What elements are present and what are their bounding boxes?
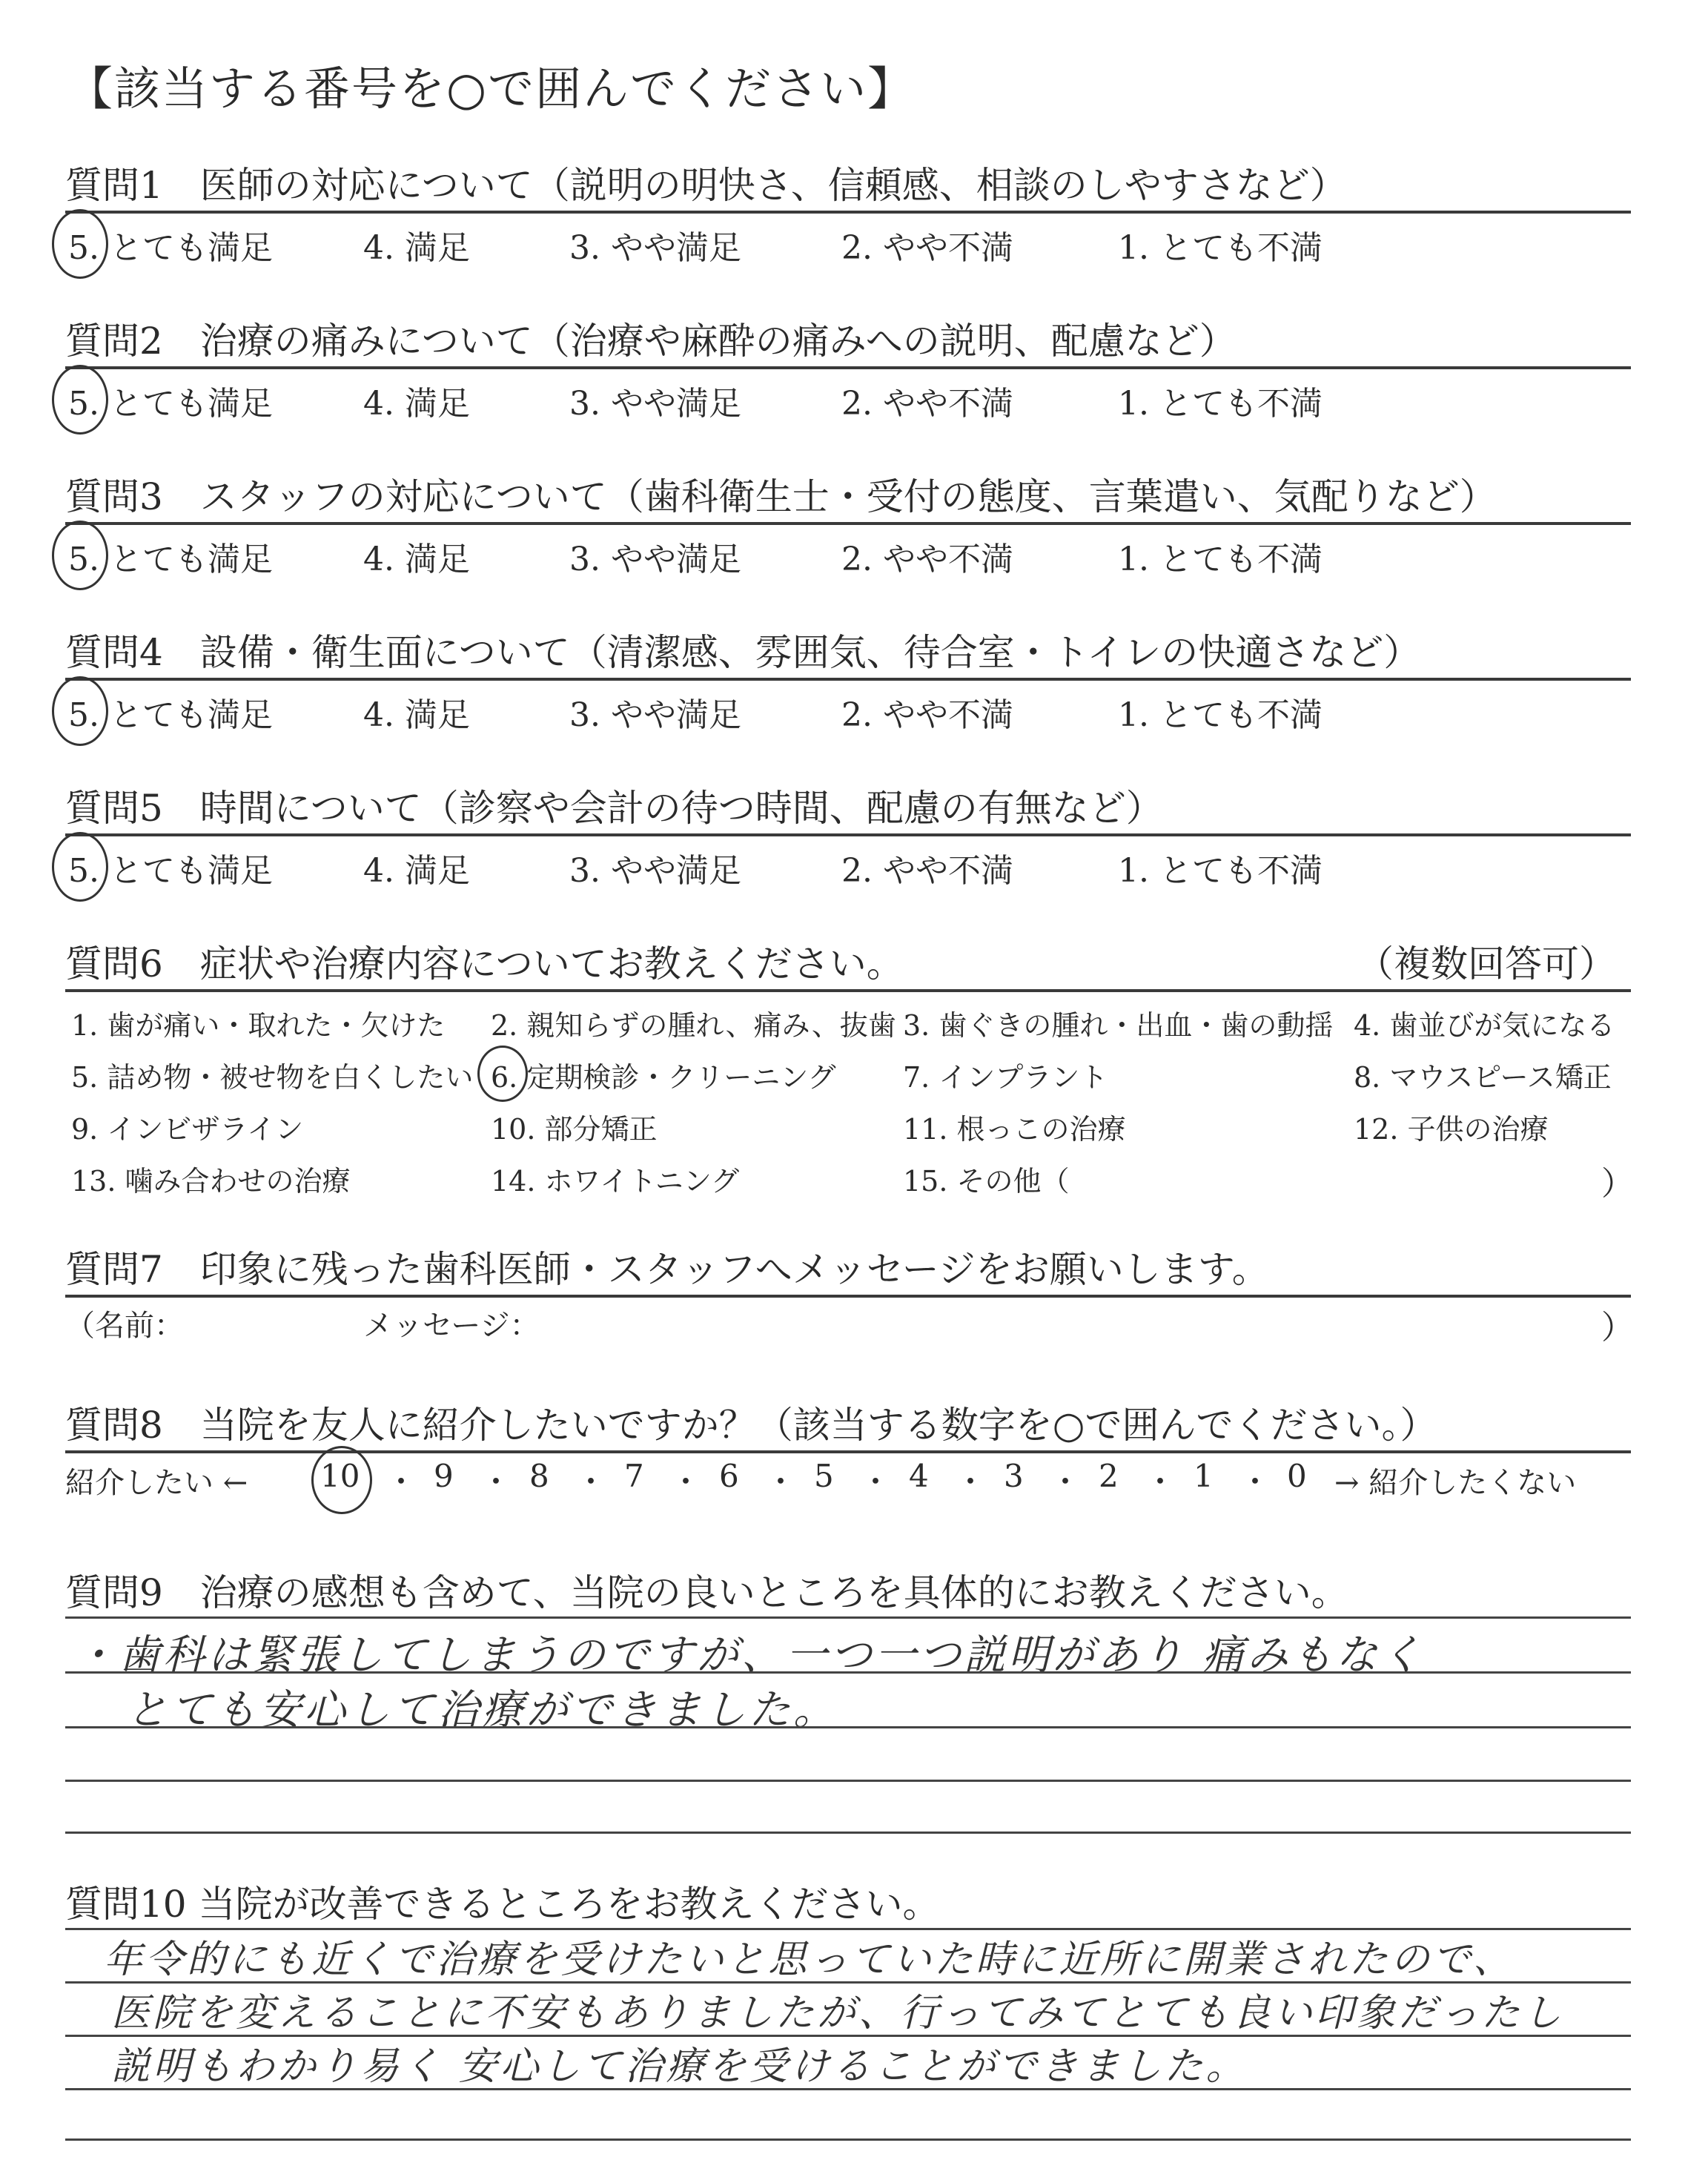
q10-answer-line-2: 医院を変えることに不安もありましたが、行ってみてとても良い印象だったし <box>111 1991 1565 2035</box>
q1-option-1[interactable]: 1. とても不満 <box>1118 229 1323 267</box>
q5-selection-circle <box>52 832 108 902</box>
q6-option-15[interactable]: 15. その他（ <box>903 1165 1070 1198</box>
question-7-rule <box>65 1295 1631 1298</box>
question-1-rule <box>65 211 1631 214</box>
q3-selection-circle <box>52 521 108 590</box>
question-9-heading: 質問9 治療の感想も含めて、当院の良いところを具体的にお教えください。 <box>65 1571 1348 1614</box>
q7-close-paren: ） <box>1601 1309 1634 1347</box>
q8-scale-0[interactable]: 0 <box>1287 1458 1307 1494</box>
q8-right-label: → 紹介したくない <box>1334 1466 1577 1500</box>
q8-scale-6[interactable]: 6 <box>719 1458 739 1494</box>
q10-answer-line-1: 年令的にも近くで治療を受けたいと思っていた時に近所に開業されたので、 <box>104 1938 1515 1982</box>
question-5-heading: 質問5 時間について（診察や会計の待つ時間、配慮の有無など） <box>65 787 1163 830</box>
q1-option-3[interactable]: 3. やや満足 <box>569 229 741 267</box>
q9-line-1 <box>65 1616 1631 1619</box>
q9-answer-line-1: ・歯科は緊張してしまうのですが、一つ一つ説明があり 痛みもなく <box>74 1631 1425 1680</box>
q8-dot: ・ <box>1145 1464 1176 1500</box>
q8-scale-9[interactable]: 9 <box>434 1458 454 1494</box>
q8-dot: ・ <box>955 1464 987 1500</box>
q8-scale-2[interactable]: 2 <box>1099 1458 1119 1494</box>
q8-left-label: 紹介したい ← <box>65 1466 248 1500</box>
question-7-heading: 質問7 印象に残った歯科医師・スタッフへメッセージをお願いします。 <box>65 1248 1269 1291</box>
q5-option-1[interactable]: 1. とても不満 <box>1118 852 1323 890</box>
q10-line-4 <box>65 2088 1631 2090</box>
q6-option-6[interactable]: 6. 定期検診・クリーニング <box>491 1061 836 1094</box>
question-6-heading: 質問6 症状や治療内容についてお教えください。 <box>65 942 904 985</box>
q3-option-1[interactable]: 1. とても不満 <box>1118 541 1323 578</box>
q2-selection-circle <box>52 365 108 435</box>
q5-option-4[interactable]: 4. 満足 <box>363 852 470 890</box>
q8-dot: ・ <box>765 1464 797 1500</box>
q8-dot: ・ <box>385 1464 417 1500</box>
question-2-heading: 質問2 治療の痛みについて（治療や麻酔の痛みへの説明、配慮など） <box>65 320 1237 363</box>
q8-dot: ・ <box>575 1464 607 1500</box>
q1-option-4[interactable]: 4. 満足 <box>363 229 470 267</box>
q10-answer-line-3: 説明もわかり易く 安心して治療を受けることができました。 <box>111 2044 1248 2089</box>
q7-name-label: （名前： <box>65 1309 184 1343</box>
q5-option-5[interactable]: 5. とても満足 <box>68 852 273 890</box>
q6-option-9[interactable]: 9. インビザライン <box>71 1113 304 1146</box>
q8-dot: ・ <box>1050 1464 1082 1500</box>
q9-answer-line-2: とても安心して治療ができました。 <box>126 1686 838 1734</box>
q8-dot: ・ <box>1239 1464 1271 1500</box>
q6-option-5[interactable]: 5. 詰め物・被せ物を白くしたい <box>71 1061 474 1094</box>
q6-option-13[interactable]: 13. 噛み合わせの治療 <box>71 1165 351 1198</box>
q1-option-5[interactable]: 5. とても満足 <box>68 229 273 267</box>
q5-option-3[interactable]: 3. やや満足 <box>569 852 741 890</box>
question-5-rule <box>65 833 1631 836</box>
q8-scale-7[interactable]: 7 <box>624 1458 644 1494</box>
q6-other-close-paren: ） <box>1601 1165 1634 1203</box>
q6-option-12[interactable]: 12. 子供の治療 <box>1354 1113 1549 1146</box>
q8-scale-4[interactable]: 4 <box>909 1458 929 1494</box>
q5-option-2[interactable]: 2. やや不満 <box>841 852 1013 890</box>
q2-option-2[interactable]: 2. やや不満 <box>841 385 1013 423</box>
q2-option-4[interactable]: 4. 満足 <box>363 385 470 423</box>
q6-option-14[interactable]: 14. ホワイトニング <box>491 1165 740 1198</box>
q8-dot: ・ <box>480 1464 512 1500</box>
page-title: 【該当する番号を○で囲んでください】 <box>67 62 916 116</box>
q6-option-11[interactable]: 11. 根っこの治療 <box>903 1113 1126 1146</box>
q2-option-3[interactable]: 3. やや満足 <box>569 385 741 423</box>
q8-scale-3[interactable]: 3 <box>1004 1458 1024 1494</box>
question-2-rule <box>65 366 1631 369</box>
question-6-rule <box>65 989 1631 992</box>
q8-scale-10[interactable]: 10 <box>320 1458 360 1494</box>
q7-message-label: メッセージ： <box>363 1309 540 1343</box>
q8-scale-5[interactable]: 5 <box>814 1458 834 1494</box>
question-6-note: （複数回答可） <box>1357 942 1616 985</box>
q9-line-3 <box>65 1726 1631 1728</box>
q2-option-1[interactable]: 1. とても不満 <box>1118 385 1323 423</box>
q6-option-3[interactable]: 3. 歯ぐきの腫れ・出血・歯の動揺 <box>903 1009 1334 1042</box>
q8-dot: ・ <box>860 1464 892 1500</box>
q3-option-5[interactable]: 5. とても満足 <box>68 541 273 578</box>
question-8-rule <box>65 1450 1631 1453</box>
q3-option-3[interactable]: 3. やや満足 <box>569 541 741 578</box>
q10-line-5 <box>65 2138 1631 2141</box>
q8-dot: ・ <box>670 1464 702 1500</box>
question-4-rule <box>65 678 1631 681</box>
q6-option-1[interactable]: 1. 歯が痛い・取れた・欠けた <box>71 1009 446 1042</box>
q1-option-2[interactable]: 2. やや不満 <box>841 229 1013 267</box>
q6-selection-circle <box>477 1046 528 1102</box>
q8-selection-circle <box>311 1446 372 1514</box>
q4-option-5[interactable]: 5. とても満足 <box>68 696 273 734</box>
question-3-heading: 質問3 スタッフの対応について（歯科衛生士・受付の態度、言葉遣い、気配りなど） <box>65 475 1497 518</box>
question-1-heading: 質問1 医師の対応について（説明の明快さ、信頼感、相談のしやすさなど） <box>65 164 1347 207</box>
q4-option-1[interactable]: 1. とても不満 <box>1118 696 1323 734</box>
q4-selection-circle <box>52 676 108 746</box>
q4-option-2[interactable]: 2. やや不満 <box>841 696 1013 734</box>
q9-line-4 <box>65 1780 1631 1782</box>
q6-option-4[interactable]: 4. 歯並びが気になる <box>1354 1009 1615 1042</box>
q6-option-2[interactable]: 2. 親知らずの腫れ、痛み、抜歯 <box>491 1009 896 1042</box>
question-3-rule <box>65 522 1631 525</box>
q4-option-4[interactable]: 4. 満足 <box>363 696 470 734</box>
q1-selection-circle <box>52 209 108 279</box>
question-4-heading: 質問4 設備・衛生面について（清潔感、雰囲気、待合室・トイレの快適さなど） <box>65 631 1421 674</box>
q6-option-10[interactable]: 10. 部分矯正 <box>491 1113 658 1146</box>
q8-scale-1[interactable]: 1 <box>1194 1458 1214 1494</box>
question-10-heading: 質問10 当院が改善できるところをお教えください。 <box>65 1883 940 1926</box>
q6-option-8[interactable]: 8. マウスピース矯正 <box>1354 1061 1612 1094</box>
q4-option-3[interactable]: 3. やや満足 <box>569 696 741 734</box>
q8-scale-8[interactable]: 8 <box>529 1458 549 1494</box>
q6-option-7[interactable]: 7. インプラント <box>903 1061 1108 1094</box>
q3-option-2[interactable]: 2. やや不満 <box>841 541 1013 578</box>
q9-line-2 <box>65 1671 1631 1674</box>
q9-line-5 <box>65 1832 1631 1834</box>
q2-option-5[interactable]: 5. とても満足 <box>68 385 273 423</box>
q3-option-4[interactable]: 4. 満足 <box>363 541 470 578</box>
question-8-heading: 質問8 当院を友人に紹介したいですか？（該当する数字を○で囲んでください。） <box>65 1404 1437 1447</box>
